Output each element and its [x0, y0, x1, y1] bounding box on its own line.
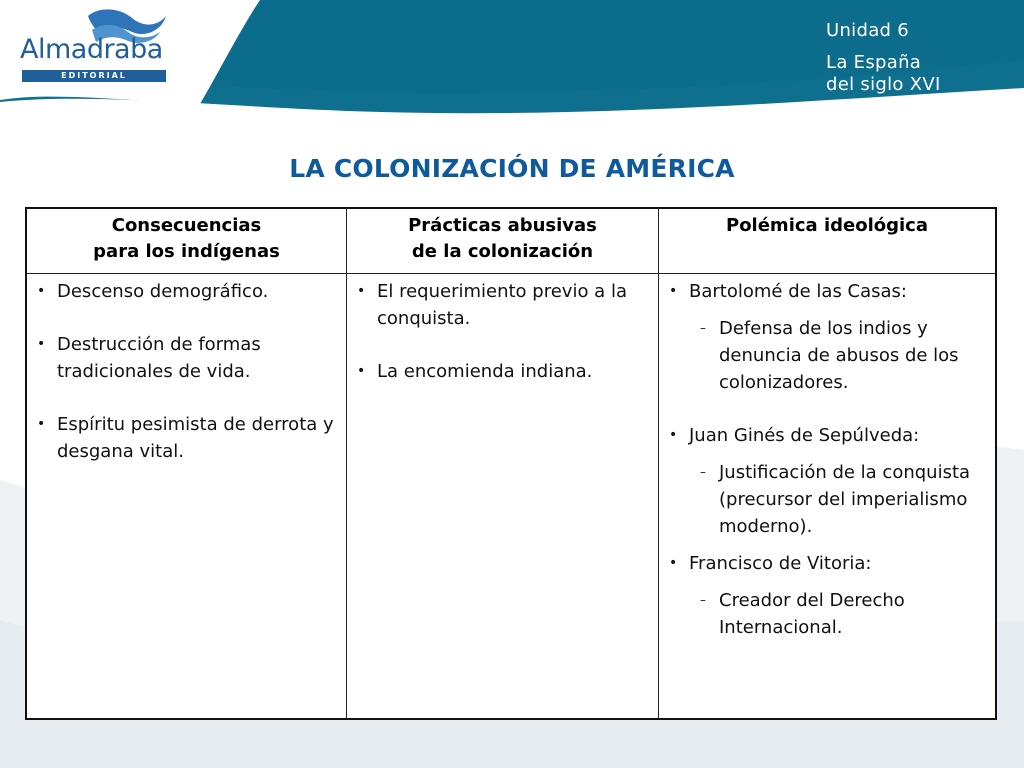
header-line: Polémica ideológica	[726, 215, 928, 236]
unit-number: Unidad 6	[826, 20, 910, 41]
unit-title-line2: del siglo XVI	[826, 74, 941, 95]
item-text: Juan Ginés de Sepúlveda:	[689, 425, 920, 446]
header-polemica	[659, 208, 997, 274]
content-table	[25, 207, 997, 720]
header-line: Consecuencias	[111, 215, 262, 236]
header-line: para los indígenas	[93, 241, 280, 262]
header-practicas	[347, 208, 659, 274]
header-consecuencias	[26, 208, 347, 274]
list-item: • El requerimiento previo a la conquista.	[355, 278, 650, 332]
list-item: • La encomienda indiana.	[355, 358, 650, 385]
sub-item: – Creador del Derecho Internacional.	[689, 587, 987, 641]
sub-item: – Justificación de la conquista (precursor del imperialismo moderno).	[689, 459, 987, 540]
header-line: de la colonización	[411, 241, 594, 262]
unit-info	[826, 20, 941, 96]
cell-polemica	[659, 274, 997, 720]
list-item: • Descenso demográfico.	[35, 278, 338, 305]
item-text: Bartolomé de las Casas:	[689, 281, 907, 302]
table-row	[26, 274, 996, 720]
list-item: • Destrucción de formas tradicionales de vida.	[35, 331, 338, 385]
cell-practicas	[347, 274, 659, 720]
unit-title-line1: La España	[826, 52, 922, 73]
brand-name: Almadraba	[20, 34, 163, 65]
list-item	[667, 278, 987, 396]
item-text: Francisco de Vitoria:	[689, 553, 872, 574]
page-title: LA COLONIZACIÓN DE AMÉRICA	[289, 154, 735, 183]
cell-consecuencias	[26, 274, 347, 720]
brand-subtitle: EDITORIAL	[22, 70, 166, 82]
table-header-row	[26, 208, 996, 274]
brand-logo	[20, 6, 170, 80]
list-item	[667, 422, 987, 540]
list-item	[667, 550, 987, 641]
sub-item: – Defensa de los indios y denuncia de abusos de los colonizadores.	[689, 315, 987, 396]
header-line: Prácticas abusivas	[408, 215, 597, 236]
list-item: • Espíritu pesimista de derrota y desgana vital.	[35, 411, 338, 465]
